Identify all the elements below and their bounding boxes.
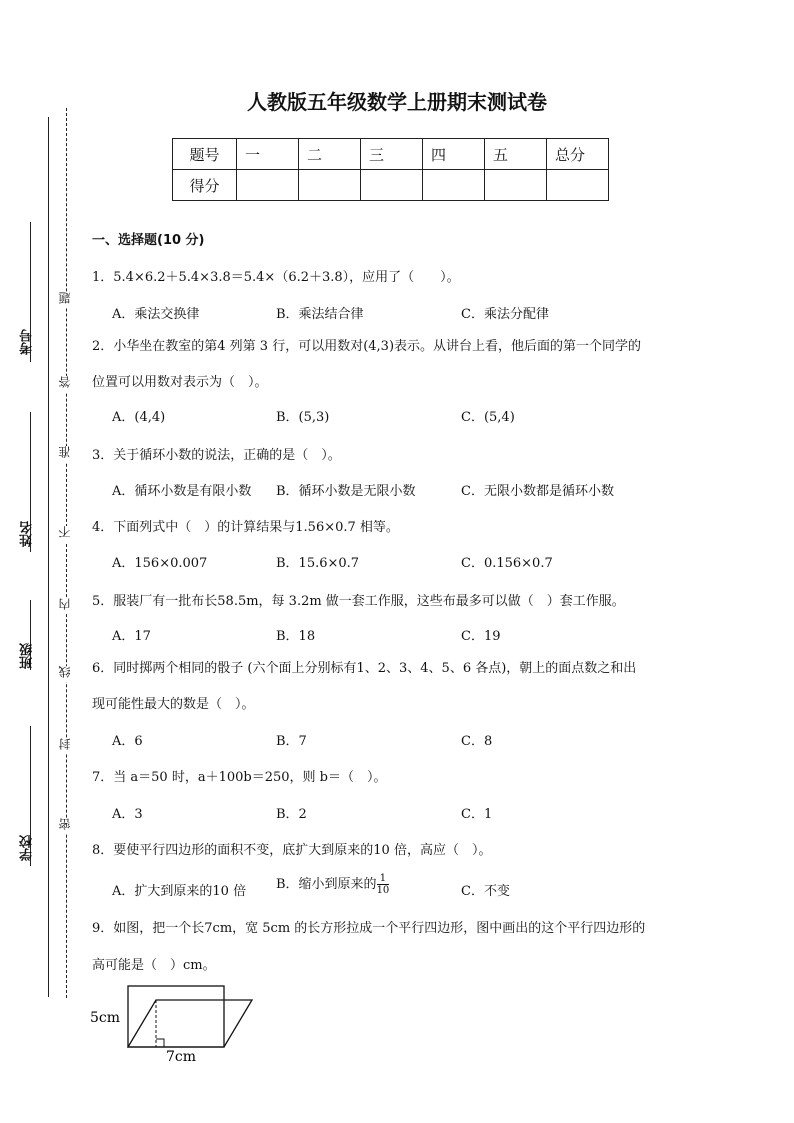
option-a[interactable]: A．3: [112, 807, 143, 822]
page-title: 人教版五年级数学上册期末测试卷: [247, 90, 547, 114]
exam-number-label: 考号: [20, 329, 35, 355]
name-label: 姓名: [20, 521, 35, 547]
score-header-cell: 四: [423, 139, 485, 170]
option-b-label: B．缩小到原来的: [276, 877, 377, 892]
section-heading: 一、选择题(10 分): [92, 233, 205, 248]
option-b[interactable]: B．15.6×0.7: [276, 556, 360, 571]
option-a[interactable]: A．156×0.007: [112, 556, 208, 571]
class-label: 班级: [20, 643, 35, 669]
seal-char: 准: [58, 446, 72, 458]
score-cell[interactable]: [361, 170, 423, 201]
question-text-cont: 高可能是（ ）cm。: [92, 958, 216, 973]
width-label: 5cm: [90, 1010, 121, 1026]
option-b[interactable]: [276, 873, 389, 896]
margin-solid-line: [48, 117, 49, 997]
parallelogram-shape: [128, 1000, 252, 1047]
score-cell[interactable]: [299, 170, 361, 201]
score-header-cell: 三: [361, 139, 423, 170]
question-text: 4．下面列式中（ ）的计算结果与1.56×0.7 相等。: [92, 520, 399, 535]
option-b[interactable]: B．循环小数是无限小数: [276, 484, 416, 499]
seal-char: 题: [58, 292, 72, 304]
option-a[interactable]: A．乘法交换律: [112, 307, 200, 322]
option-c[interactable]: C．8: [461, 734, 493, 749]
score-cell[interactable]: [423, 170, 485, 201]
question-text-cont: 位置可以用数对表示为（ ）。: [92, 375, 268, 390]
seal-char: 线: [58, 666, 72, 678]
question-text-cont: 现可能性最大的数是（ ）。: [92, 697, 255, 712]
question-text: 3．关于循环小数的说法，正确的是（ ）。: [92, 448, 341, 463]
option-c[interactable]: C．不变: [461, 884, 510, 899]
score-header-cell: 二: [299, 139, 361, 170]
score-table: [172, 138, 609, 201]
score-table-score-row: [173, 170, 609, 201]
school-label: 学校: [20, 835, 35, 861]
option-a[interactable]: A．17: [112, 629, 151, 644]
score-cell[interactable]: [237, 170, 299, 201]
right-angle-mark: [156, 1039, 164, 1047]
question-text: 9．如图，把一个长7cm，宽 5cm 的长方形拉成一个平行四边形，图中画出的这个平行四边形的: [92, 921, 646, 936]
fraction: [377, 873, 390, 896]
option-a[interactable]: A．(4,4): [112, 410, 166, 425]
binding-margin: [0, 0, 80, 1123]
fraction-numerator: 1: [377, 873, 390, 885]
option-b[interactable]: B．7: [276, 734, 307, 749]
score-cell[interactable]: [547, 170, 609, 201]
option-b[interactable]: B．乘法结合律: [276, 307, 364, 322]
score-cell[interactable]: [485, 170, 547, 201]
score-header-cell: 五: [485, 139, 547, 170]
question-text: 1．5.4×6.2＋5.4×3.8＝5.4×（6.2＋3.8），应用了（ ）。: [92, 270, 460, 285]
option-a[interactable]: A．6: [112, 734, 143, 749]
margin-dashed-line: [66, 108, 67, 998]
option-a[interactable]: A．扩大到原来的10 倍: [112, 884, 247, 899]
option-c[interactable]: C．0.156×0.7: [461, 556, 553, 571]
option-c[interactable]: C．(5,4): [461, 410, 515, 425]
question-text: 6．同时掷两个相同的骰子 (六个面上分别标有1、2、3、4、5、6 各点)，朝上的面点数之和出: [92, 661, 637, 676]
score-table-header-row: [173, 139, 609, 170]
option-b[interactable]: B．2: [276, 807, 307, 822]
seal-char: 不: [58, 526, 72, 538]
fraction-denominator: 10: [376, 885, 390, 896]
seal-char: 封: [58, 738, 72, 750]
question-text: 2．小华坐在教室的第4 列第 3 行，可以用数对(4,3)表示。从讲台上看，他后面的第一个同学的: [92, 339, 642, 354]
length-label: 7cm: [166, 1049, 197, 1064]
score-header-cell: 一: [237, 139, 299, 170]
rectangle-shape: [128, 986, 224, 1047]
option-c[interactable]: C．19: [461, 629, 501, 644]
option-c[interactable]: C．乘法分配律: [461, 307, 549, 322]
option-c[interactable]: C．1: [461, 807, 493, 822]
seal-char: 密: [58, 818, 72, 830]
question-text: 5．服装厂有一批布长58.5m，每 3.2m 做一套工作服，这些布最多可以做（ ）套工作服。: [92, 594, 625, 609]
option-a[interactable]: A．循环小数是有限小数: [112, 484, 252, 499]
score-header-cell: 总分: [547, 139, 609, 170]
seal-char: 内: [58, 598, 72, 610]
option-c[interactable]: C．无限小数都是循环小数: [461, 484, 614, 499]
score-row-label: 得分: [173, 170, 237, 201]
seal-char: 答: [58, 376, 72, 388]
score-header-cell: 题号: [173, 139, 237, 170]
parallelogram-figure: [88, 984, 268, 1064]
question-text: 8．要使平行四边形的面积不变，底扩大到原来的10 倍，高应（ ）。: [92, 843, 492, 858]
question-text: 7．当 a＝50 时，a＋100b＝250，则 b＝（ ）。: [92, 770, 387, 785]
option-b[interactable]: B．(5,3): [276, 410, 330, 425]
option-b[interactable]: B．18: [276, 629, 316, 644]
